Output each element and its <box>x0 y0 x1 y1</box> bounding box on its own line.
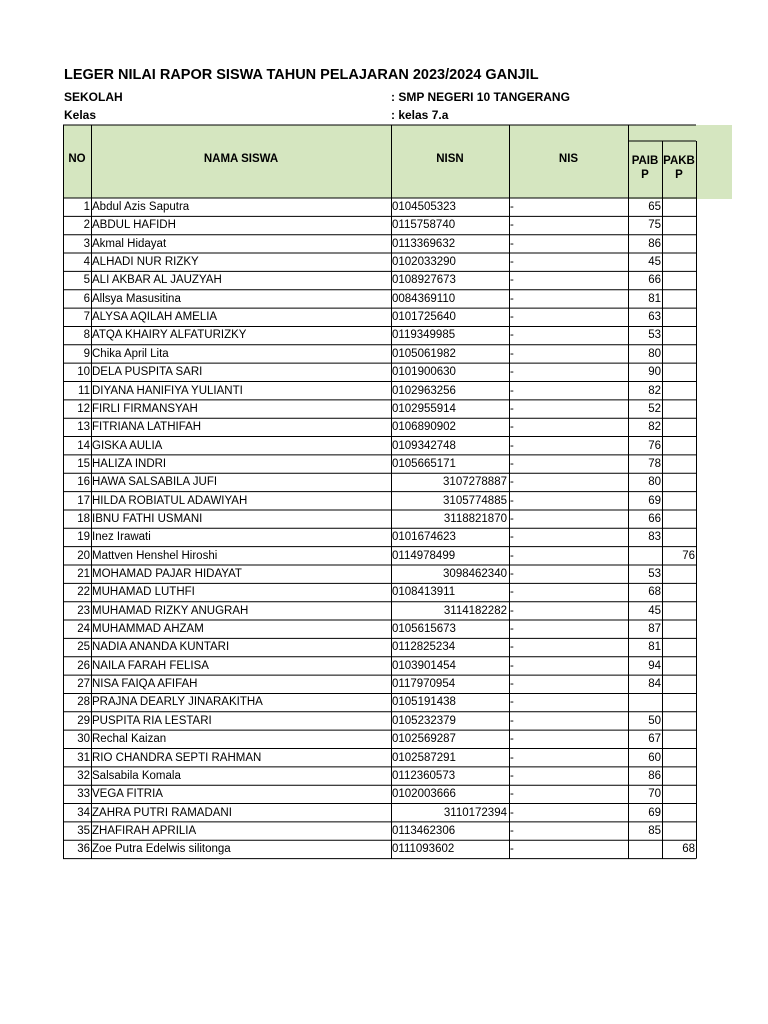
row-pakbp <box>663 290 695 308</box>
row-nis: - <box>510 237 514 250</box>
row-pakbp <box>663 345 695 363</box>
row-pakbp <box>663 216 695 234</box>
row-paibp <box>629 840 661 858</box>
row-no: 4 <box>83 256 90 269</box>
row-nama: HALIZA INDRI <box>92 457 167 470</box>
row-pakbp <box>663 400 695 418</box>
row-nama: Akmal Hidayat <box>92 237 167 250</box>
row-pakbp <box>663 510 695 528</box>
row-no: 13 <box>77 421 90 434</box>
row-pakbp <box>663 675 695 693</box>
row-paibp: 69 <box>648 494 661 507</box>
row-nis: - <box>510 733 514 746</box>
row-nis: - <box>510 402 514 415</box>
row-nisn: 0101674623 <box>392 531 456 544</box>
row-pakbp <box>663 822 695 840</box>
row-nama: DELA PUSPITA SARI <box>92 366 203 379</box>
row-nama: Mattven Henshel Hiroshi <box>92 549 218 562</box>
row-nama: NISA FAIQA AFIFAH <box>92 678 198 691</box>
row-pakbp <box>663 620 695 638</box>
row-paibp: 82 <box>648 384 661 397</box>
row-nis: - <box>510 549 514 562</box>
row-pakbp <box>663 528 695 546</box>
row-pakbp <box>663 602 695 620</box>
row-pakbp <box>663 730 695 748</box>
row-no: 23 <box>77 604 90 617</box>
row-nama: ABDUL HAFIDH <box>92 219 176 232</box>
row-pakbp <box>663 638 695 656</box>
row-nama: NAILA FARAH FELISA <box>92 659 209 672</box>
row-nis: - <box>510 329 514 342</box>
row-no: 25 <box>77 641 90 654</box>
row-paibp: 66 <box>648 274 661 287</box>
row-nis: - <box>510 714 514 727</box>
row-nisn: 0114978499 <box>392 549 456 562</box>
row-pakbp <box>663 382 695 400</box>
row-nisn: 0108927673 <box>392 274 456 287</box>
row-paibp: 78 <box>648 457 661 470</box>
row-paibp: 76 <box>648 439 661 452</box>
row-pakbp <box>663 583 695 601</box>
row-no: 30 <box>77 733 90 746</box>
row-nama: Chika April Lita <box>92 347 169 360</box>
row-pakbp <box>663 565 695 583</box>
row-paibp: 81 <box>648 292 661 305</box>
row-nama: ALI AKBAR AL JAUZYAH <box>92 274 222 287</box>
row-nama: FIRLI FIRMANSYAH <box>92 402 198 415</box>
row-nis: - <box>510 219 514 232</box>
row-nisn: 0101900630 <box>392 366 456 379</box>
row-pakbp <box>663 198 695 216</box>
row-nama: HAWA SALSABILA JUFI <box>92 476 218 489</box>
row-nis: - <box>510 623 514 636</box>
row-pakbp <box>663 492 695 510</box>
row-pakbp <box>663 657 695 675</box>
row-nisn: 0105665171 <box>392 457 456 470</box>
header-no: NO <box>68 153 86 165</box>
row-nis: - <box>510 421 514 434</box>
row-nama: NADIA ANANDA KUNTARI <box>92 641 230 654</box>
row-nama: FITRIANA LATHIFAH <box>92 421 202 434</box>
row-no: 17 <box>77 494 90 507</box>
row-no: 34 <box>77 806 90 819</box>
kelas-value: : kelas 7.a <box>391 108 449 122</box>
row-paibp: 53 <box>648 568 661 580</box>
row-nis: - <box>510 769 514 782</box>
row-nama: Allsya Masusitina <box>92 292 181 305</box>
row-nis: - <box>510 641 514 654</box>
row-no: 31 <box>77 751 90 764</box>
row-pakbp <box>663 785 695 803</box>
row-no: 26 <box>77 659 90 672</box>
row-no: 12 <box>77 402 90 415</box>
row-nama: IBNU FATHI USMANI <box>92 512 203 525</box>
row-paibp: 66 <box>648 512 661 525</box>
row-paibp <box>629 547 661 565</box>
row-paibp: 65 <box>648 201 661 213</box>
kelas-label: Kelas <box>64 108 97 122</box>
row-nama: MOHAMAD PAJAR HIDAYAT <box>92 568 242 580</box>
row-nis: - <box>510 201 514 213</box>
row-no: 35 <box>77 824 90 837</box>
sekolah-label: SEKOLAH <box>64 90 123 104</box>
row-nis: - <box>510 274 514 287</box>
row-nisn: 0117970954 <box>392 678 456 691</box>
sekolah-value: : SMP NEGERI 10 TANGERANG <box>391 90 570 104</box>
row-nama: ZAHRA PUTRI RAMADANI <box>92 806 232 819</box>
row-paibp: 81 <box>648 641 661 654</box>
row-no: 7 <box>83 311 90 324</box>
row-no: 24 <box>77 623 90 636</box>
row-no: 6 <box>83 292 90 305</box>
row-nisn: 0084369110 <box>392 292 456 305</box>
row-paibp: 67 <box>648 733 661 746</box>
row-nisn: 0106890902 <box>392 421 456 434</box>
row-nisn: 0109342748 <box>392 439 456 452</box>
row-no: 2 <box>83 219 90 232</box>
row-no: 28 <box>77 696 90 709</box>
row-nisn: 0112825234 <box>392 641 456 654</box>
row-pakbp <box>663 437 695 455</box>
row-paibp: 50 <box>648 714 661 727</box>
row-pakbp: 76 <box>682 549 695 562</box>
row-paibp: 68 <box>648 586 661 599</box>
row-nisn: 0108413911 <box>392 586 456 599</box>
row-paibp: 53 <box>648 329 661 342</box>
row-paibp: 86 <box>648 237 661 250</box>
row-nisn: 0113369632 <box>392 237 456 250</box>
row-paibp: 82 <box>648 421 661 434</box>
row-pakbp <box>663 326 695 344</box>
row-nama: RIO CHANDRA SEPTI RAHMAN <box>92 751 262 764</box>
row-pakbp: 68 <box>682 843 695 856</box>
row-nisn: 0102569287 <box>392 733 456 746</box>
row-nisn: 0105191438 <box>392 696 456 709</box>
row-nis: - <box>510 439 514 452</box>
row-nis: - <box>510 457 514 470</box>
row-nis: - <box>510 696 514 709</box>
row-no: 16 <box>77 476 90 489</box>
row-pakbp <box>663 712 695 730</box>
row-pakbp <box>663 473 695 491</box>
row-nama: Inez Irawati <box>92 531 151 544</box>
row-pakbp <box>663 767 695 785</box>
row-nisn: 3107278887 <box>443 476 507 489</box>
row-paibp: 85 <box>648 824 661 837</box>
row-nis: - <box>510 494 514 507</box>
row-nama: ALYSA AQILAH AMELIA <box>92 311 218 324</box>
row-nis: - <box>510 824 514 837</box>
row-pakbp <box>663 308 695 326</box>
row-nis: - <box>510 311 514 324</box>
header-pakbp: PAKB P <box>663 155 695 181</box>
row-nama: GISKA AULIA <box>92 439 163 452</box>
row-nisn: 0102963256 <box>392 384 456 397</box>
row-no: 21 <box>77 568 90 580</box>
row-nisn: 0102033290 <box>392 256 456 269</box>
row-nama: ATQA KHAIRY ALFATURIZKY <box>92 329 247 342</box>
row-nis: - <box>510 292 514 305</box>
row-no: 3 <box>83 237 90 250</box>
header-nisn: NISN <box>436 153 464 165</box>
row-nisn: 0111093602 <box>392 843 455 856</box>
row-no: 11 <box>78 384 90 397</box>
row-nisn: 3098462340 <box>443 568 507 580</box>
row-nisn: 3105774885 <box>443 494 507 507</box>
header-paibp: PAIB P <box>631 155 659 181</box>
header-nis: NIS <box>558 153 579 165</box>
row-nis: - <box>510 568 514 580</box>
row-nis: - <box>510 256 514 269</box>
row-nisn: 0102955914 <box>392 402 456 415</box>
row-nis: - <box>510 604 514 617</box>
row-pakbp <box>663 693 695 711</box>
row-pakbp <box>663 418 695 436</box>
row-nis: - <box>510 384 514 397</box>
row-nama: PRAJNA DEARLY JINARAKITHA <box>92 696 263 709</box>
row-nisn: 0105232379 <box>392 714 456 727</box>
row-nis: - <box>510 659 514 672</box>
row-nis: - <box>510 476 514 489</box>
row-nis: - <box>510 512 514 525</box>
row-paibp: 84 <box>648 678 661 691</box>
row-nama: MUHAMMAD AHZAM <box>92 623 204 636</box>
row-pakbp <box>663 253 695 271</box>
row-nisn: 0119349985 <box>392 329 456 342</box>
row-nisn: 3118821870 <box>443 512 507 525</box>
row-nis: - <box>510 531 514 544</box>
row-no: 18 <box>77 512 90 525</box>
row-nis: - <box>510 806 514 819</box>
row-nama: MUHAMAD LUTHFI <box>92 586 195 599</box>
row-no: 5 <box>83 274 90 287</box>
row-paibp: 75 <box>648 219 661 232</box>
row-nis: - <box>510 366 514 379</box>
row-pakbp <box>663 455 695 473</box>
row-paibp: 52 <box>648 402 661 415</box>
row-nisn: 0115758740 <box>392 219 456 232</box>
row-nisn: 0112360573 <box>392 769 456 782</box>
row-nisn: 0104505323 <box>392 201 456 213</box>
row-no: 22 <box>77 586 90 599</box>
row-nama: Rechal Kaizan <box>92 733 167 746</box>
page-title: LEGER NILAI RAPOR SISWA TAHUN PELAJARAN 2023/2024 GANJIL <box>64 67 539 83</box>
row-nisn: 0105061982 <box>392 347 456 360</box>
row-no: 15 <box>77 457 90 470</box>
row-paibp: 63 <box>648 311 661 324</box>
row-no: 32 <box>77 769 90 782</box>
row-no: 8 <box>83 329 90 342</box>
header-nama-siswa: NAMA SISWA <box>203 153 279 165</box>
row-nama: VEGA FITRIA <box>92 788 163 801</box>
row-nisn: 0102587291 <box>392 751 456 764</box>
row-nisn: 0102003666 <box>392 788 456 801</box>
row-nisn: 0101725640 <box>392 311 456 324</box>
row-nama: Zoe Putra Edelwis silitonga <box>92 843 231 856</box>
row-pakbp <box>663 271 695 289</box>
row-nis: - <box>510 586 514 599</box>
row-paibp: 80 <box>648 347 661 360</box>
row-pakbp <box>663 235 695 253</box>
row-paibp: 80 <box>648 476 661 489</box>
row-nis: - <box>510 751 514 764</box>
row-nama: Abdul Azis Saputra <box>92 201 190 213</box>
row-paibp: 69 <box>648 806 661 819</box>
row-paibp: 60 <box>648 751 661 764</box>
row-nama: ZHAFIRAH APRILIA <box>92 824 197 837</box>
row-paibp <box>629 693 661 711</box>
row-nama: ALHADI NUR RIZKY <box>92 256 199 269</box>
row-nis: - <box>510 843 514 856</box>
row-no: 14 <box>77 439 90 452</box>
row-paibp: 45 <box>648 604 661 617</box>
row-nis: - <box>510 678 514 691</box>
row-nis: - <box>510 347 514 360</box>
row-no: 27 <box>77 678 90 691</box>
row-paibp: 87 <box>648 623 661 636</box>
row-nisn: 0103901454 <box>392 659 456 672</box>
row-nama: PUSPITA RIA LESTARI <box>92 714 212 727</box>
row-paibp: 83 <box>648 531 661 544</box>
row-no: 1 <box>83 201 90 213</box>
row-nis: - <box>510 788 514 801</box>
row-no: 20 <box>77 549 90 562</box>
row-nama: MUHAMAD RIZKY ANUGRAH <box>92 604 249 617</box>
row-pakbp <box>663 363 695 381</box>
row-paibp: 86 <box>648 769 661 782</box>
row-nisn: 0113462306 <box>392 824 456 837</box>
row-paibp: 45 <box>648 256 661 269</box>
row-no: 29 <box>77 714 90 727</box>
row-paibp: 70 <box>648 788 661 801</box>
row-nama: DIYANA HANIFIYA YULIANTI <box>92 384 243 397</box>
row-pakbp <box>663 804 695 822</box>
row-no: 33 <box>77 788 90 801</box>
row-no: 10 <box>77 366 90 379</box>
row-pakbp <box>663 749 695 767</box>
row-nama: HILDA ROBIATUL ADAWIYAH <box>92 494 248 507</box>
row-nisn: 3114182282 <box>443 604 507 617</box>
row-nama: Salsabila Komala <box>92 769 181 782</box>
row-no: 9 <box>83 347 90 360</box>
row-no: 36 <box>77 843 90 856</box>
row-paibp: 90 <box>648 366 661 379</box>
row-no: 19 <box>77 531 90 544</box>
row-paibp: 94 <box>648 659 661 672</box>
row-nisn: 3110172394 <box>443 806 507 819</box>
row-nisn: 0105615673 <box>392 623 456 636</box>
